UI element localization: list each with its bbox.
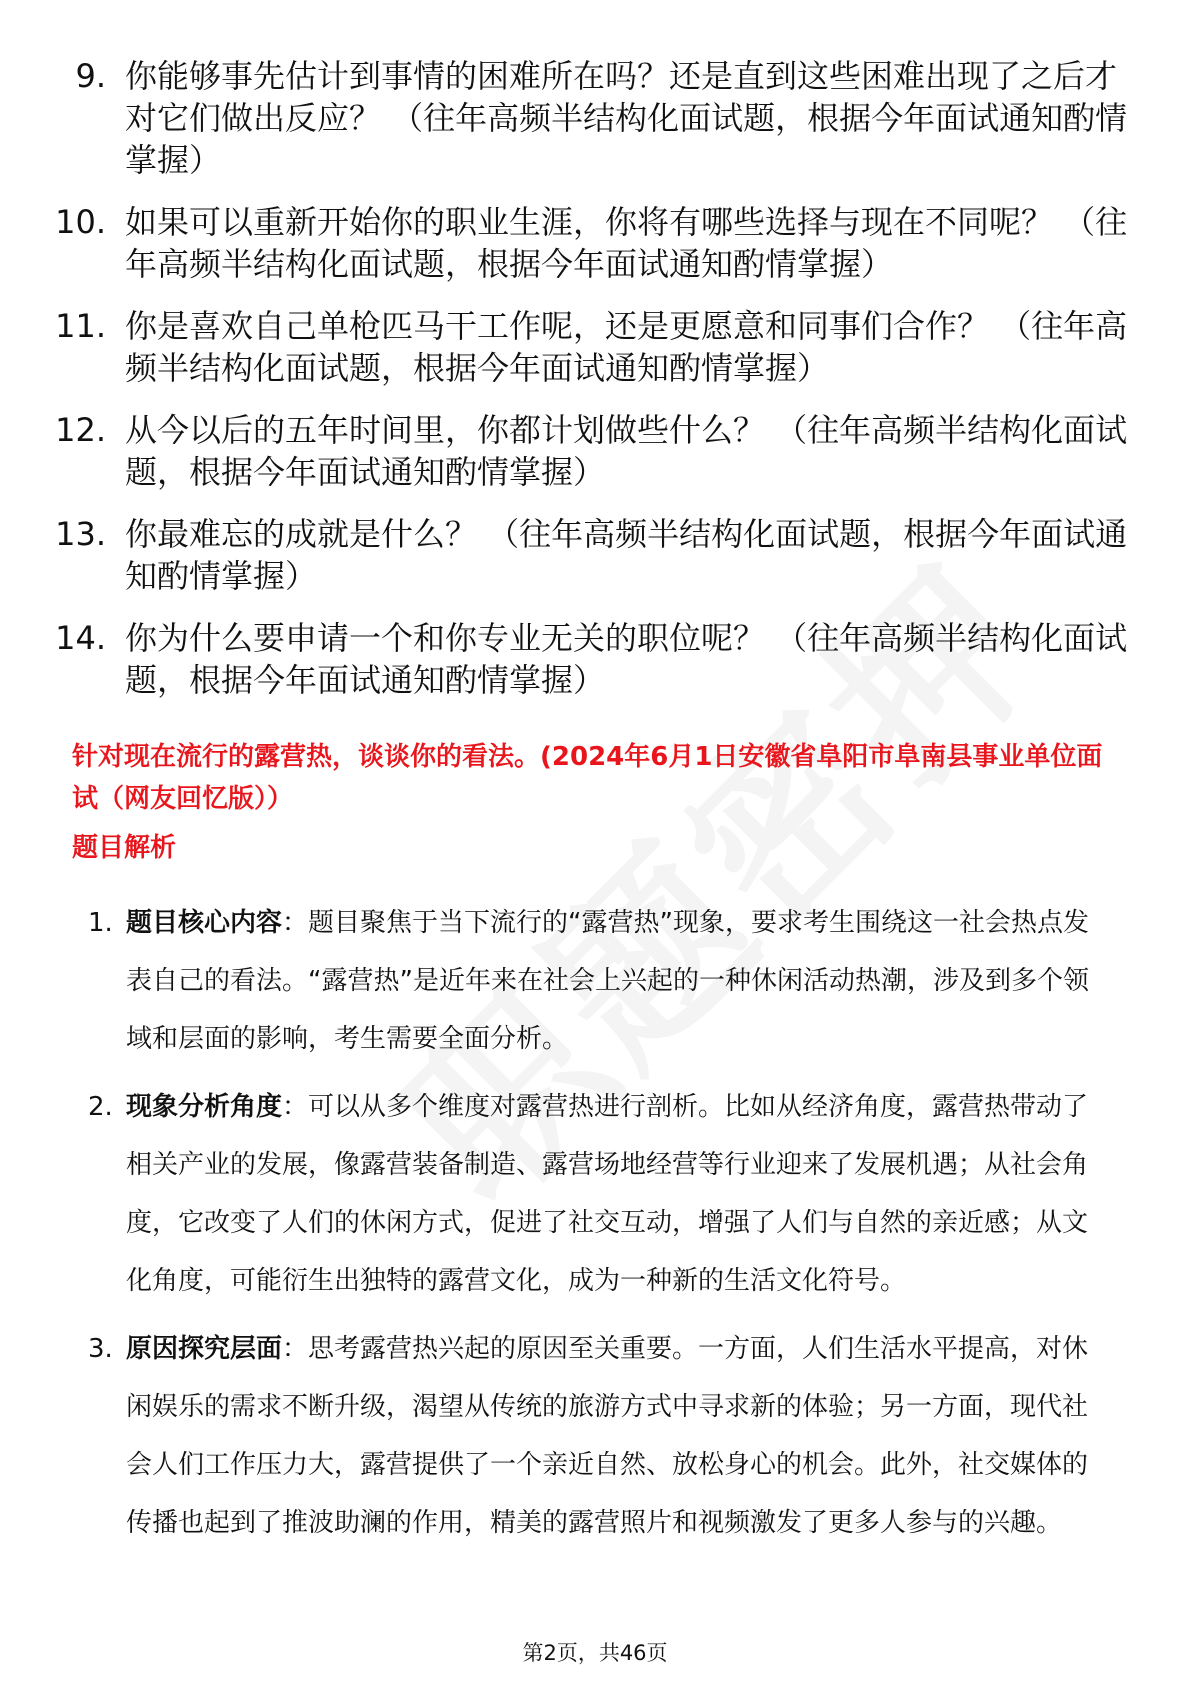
question-text: 如果可以重新开始你的职业生涯，你将有哪些选择与现在不同呢？ （往年高频半结构化面试题，根据今年面试通知酌情掌握） bbox=[125, 203, 1128, 283]
question-text: 你最难忘的成就是什么？ （往年高频半结构化面试题，根据今年面试通知酌情掌握） bbox=[125, 515, 1128, 595]
analysis-item bbox=[70, 1078, 1110, 1310]
analysis-label: 题目核心内容 bbox=[126, 908, 283, 938]
question-number: 11. bbox=[55, 307, 106, 345]
analysis-label: 现象分析角度 bbox=[126, 1092, 283, 1122]
question-text: 你是喜欢自己单枪匹马干工作呢，还是更愿意和同事们合作？ （往年高频半结构化面试题，根据今年面试通知酌情掌握） bbox=[125, 307, 1128, 387]
question-item bbox=[50, 513, 1130, 597]
question-text: 你为什么要申请一个和你专业无关的职位呢？ （往年高频半结构化面试题，根据今年面试通知酌情掌握） bbox=[125, 619, 1128, 699]
question-item bbox=[50, 409, 1130, 493]
analysis-list bbox=[70, 894, 1110, 1562]
question-number: 14. bbox=[55, 619, 106, 657]
page-footer: 第2页，共46页 bbox=[522, 1641, 668, 1665]
question-text: 你能够事先估计到事情的困难所在吗？还是直到这些困难出现了之后才对它们做出反应？ （往年高频半结构化面试题，根据今年面试通知酌情掌握） bbox=[125, 57, 1128, 179]
analysis-text: ：思考露营热兴起的原因至关重要。一方面，人们生活水平提高，对休闲娱乐的需求不断升级，渴望从传统的旅游方式中寻求新的体验；另一方面，现代社会人们工作压力大，露营提供了一个亲近自然、放松身心的机会。此外，社交媒体的传播也起到了推波助澜的作用，精美的露营照片和视频激发了更多人参与的兴趣。 bbox=[126, 1334, 1089, 1538]
analysis-number: 1. bbox=[88, 908, 113, 938]
analysis-number: 3. bbox=[88, 1334, 113, 1364]
analysis-item bbox=[70, 1320, 1110, 1552]
question-item bbox=[50, 617, 1130, 701]
question-number: 13. bbox=[55, 515, 106, 553]
question-number: 12. bbox=[55, 411, 106, 449]
question-item bbox=[50, 55, 1130, 181]
question-item bbox=[50, 305, 1130, 389]
analysis-number: 2. bbox=[88, 1092, 113, 1122]
analysis-text: ：题目聚焦于当下流行的“露营热”现象，要求考生围绕这一社会热点发表自己的看法。“露营热”是近年来在社会上兴起的一种休闲活动热潮，涉及到多个领域和层面的影响，考生需要全面分析。 bbox=[126, 908, 1089, 1054]
question-text: 从今以后的五年时间里，你都计划做些什么？ （往年高频半结构化面试题，根据今年面试通知酌情掌握） bbox=[125, 411, 1128, 491]
question-item bbox=[50, 201, 1130, 285]
question-number: 9. bbox=[75, 57, 106, 95]
section-title: 针对现在流行的露营热，谈谈你的看法。(2024年6月1日安徽省阜阳市阜南县事业单位面试（网友回忆版）） bbox=[72, 742, 1103, 814]
analysis-label: 原因探究层面 bbox=[126, 1334, 283, 1364]
question-number: 10. bbox=[55, 203, 106, 241]
question-list bbox=[50, 55, 1130, 721]
section-subtitle: 题目解析 bbox=[72, 833, 177, 863]
analysis-text: ：可以从多个维度对露营热进行剖析。比如从经济角度，露营热带动了相关产业的发展，像露营装备制造、露营场地经营等行业迎来了发展机遇；从社会角度，它改变了人们的休闲方式，促进了社交互动，增强了人们与自然的亲近感；从文化角度，可能衍生出独特的露营文化，成为一种新的生活文化符号。 bbox=[126, 1092, 1089, 1296]
analysis-item bbox=[70, 894, 1110, 1068]
